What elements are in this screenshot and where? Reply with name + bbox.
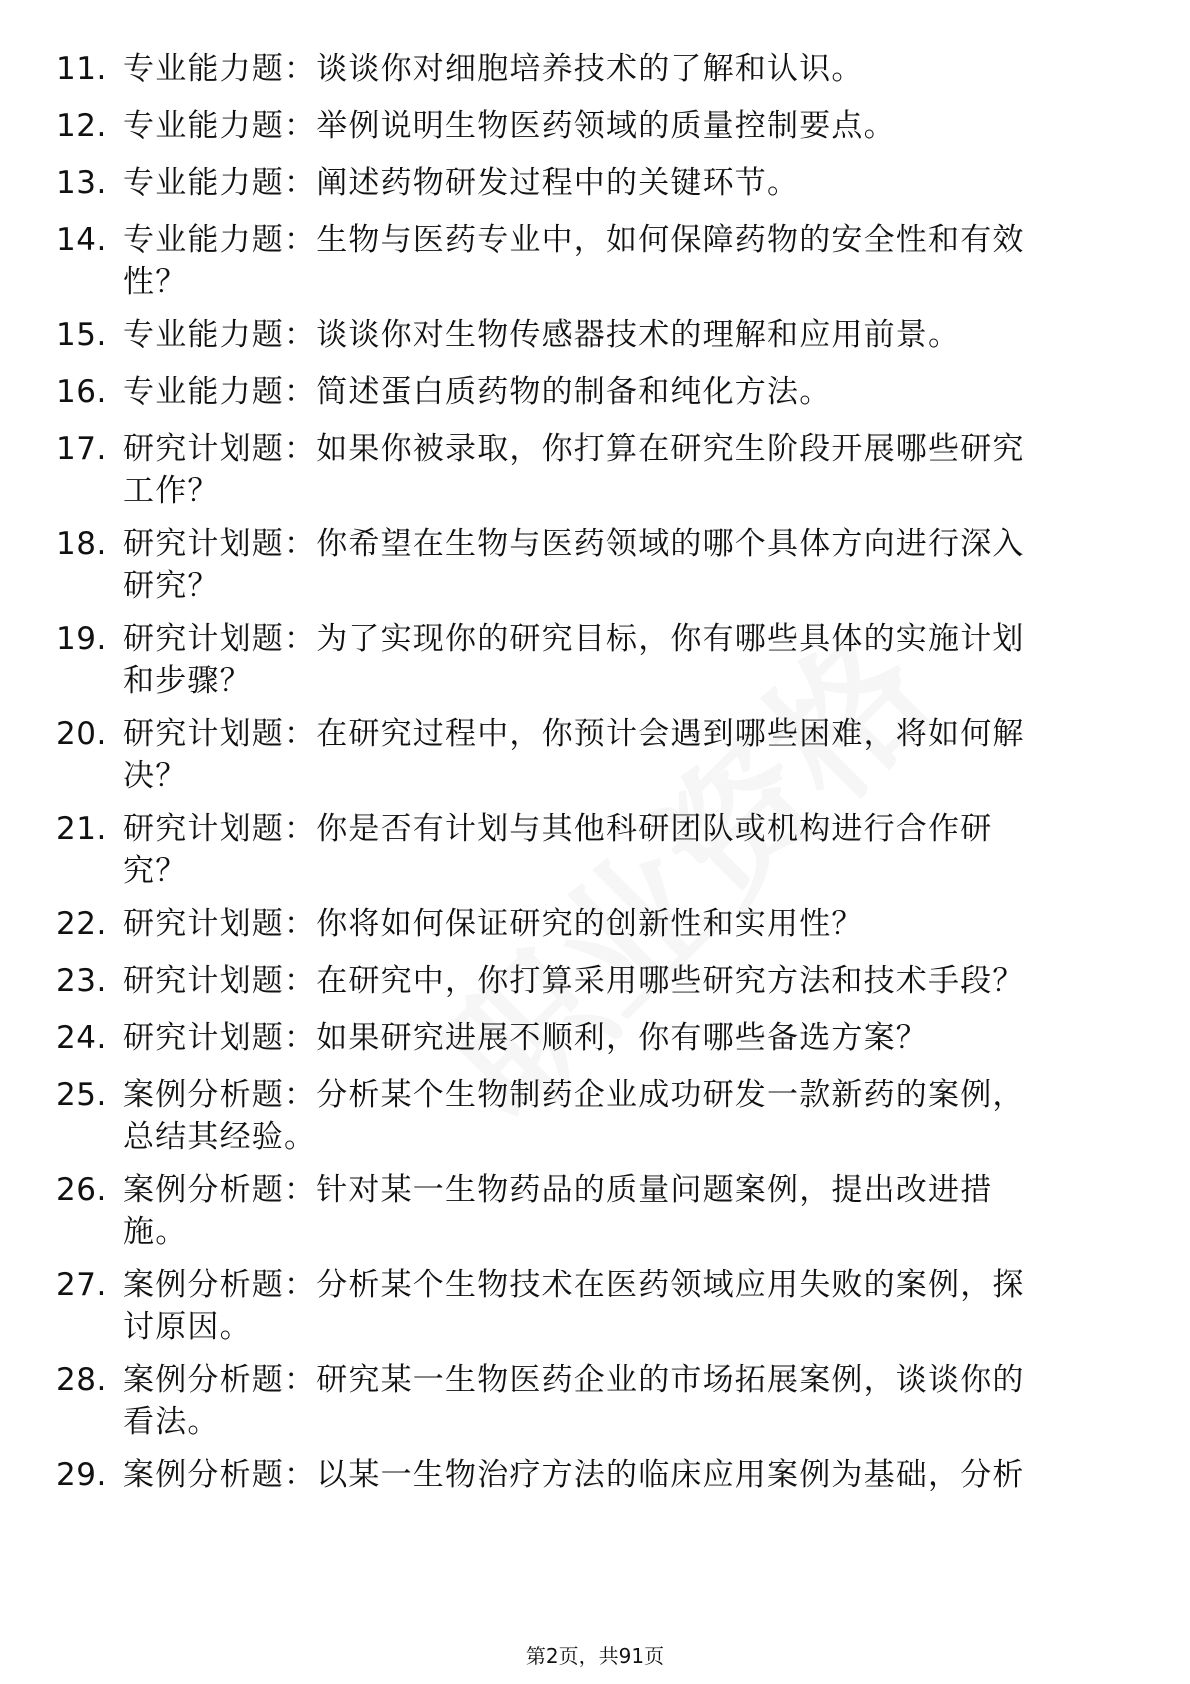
item-category: 研究计划题： (123, 963, 317, 999)
item-number: 24. (56, 1020, 107, 1056)
item-text (123, 960, 1113, 1002)
item-category: 案例分析题： (123, 1267, 317, 1303)
item-question: 谈谈你对细胞培养技术的了解和认识。 (316, 51, 864, 87)
item-category: 案例分析题： (123, 1172, 317, 1208)
item-question-cont: 和步骤？ (123, 663, 252, 699)
item-question: 你是否有计划与其他科研团队或机构进行合作研 (316, 811, 993, 847)
item-text (123, 105, 1113, 147)
item-category: 专业能力题： (123, 108, 317, 144)
item-question: 针对某一生物药品的质量问题案例，提出改进措 (316, 1172, 993, 1208)
item-text (123, 808, 1113, 892)
item-text (123, 48, 1113, 90)
item-category: 研究计划题： (123, 716, 317, 752)
item-question-cont: 施。 (123, 1214, 188, 1250)
item-number: 17. (56, 431, 107, 467)
item-number: 16. (56, 374, 107, 410)
item-text (123, 1264, 1113, 1348)
item-text (123, 314, 1113, 356)
item-number: 21. (56, 811, 107, 847)
item-question-cont: 决？ (123, 758, 188, 794)
item-text (123, 523, 1113, 607)
item-question: 你将如何保证研究的创新性和实用性？ (316, 906, 864, 942)
item-question: 分析某个生物技术在医药领域应用失败的案例，探 (316, 1267, 1025, 1303)
item-question: 分析某个生物制药企业成功研发一款新药的案例， (316, 1077, 1025, 1113)
item-text (123, 618, 1113, 702)
item-question-cont: 究？ (123, 853, 188, 889)
item-number: 12. (56, 108, 107, 144)
item-category: 专业能力题： (123, 165, 317, 201)
item-category: 研究计划题： (123, 1020, 317, 1056)
item-question: 以某一生物治疗方法的临床应用案例为基础，分析 (316, 1457, 1025, 1493)
item-number: 13. (56, 165, 107, 201)
item-number: 29. (56, 1457, 107, 1493)
page-footer: 第2页，共91页 (525, 1644, 665, 1668)
item-category: 研究计划题： (123, 906, 317, 942)
item-question: 你希望在生物与医药领域的哪个具体方向进行深入 (316, 526, 1025, 562)
item-text (123, 162, 1113, 204)
item-number: 25. (56, 1077, 107, 1113)
item-category: 研究计划题： (123, 811, 317, 847)
item-number: 11. (56, 51, 107, 87)
item-text (123, 371, 1113, 413)
item-question: 阐述药物研发过程中的关键环节。 (316, 165, 800, 201)
item-text (123, 1454, 1113, 1496)
item-text (123, 428, 1113, 512)
item-question-cont: 性？ (123, 264, 188, 300)
item-question: 生物与医药专业中，如何保障药物的安全性和有效 (316, 222, 1025, 258)
item-question: 如果研究进展不顺利，你有哪些备选方案？ (316, 1020, 929, 1056)
item-number: 14. (56, 222, 107, 258)
item-question: 在研究中，你打算采用哪些研究方法和技术手段？ (316, 963, 1025, 999)
item-question: 研究某一生物医药企业的市场拓展案例，谈谈你的 (316, 1362, 1025, 1398)
item-question: 在研究过程中，你预计会遇到哪些困难，将如何解 (316, 716, 1025, 752)
item-text (123, 1017, 1113, 1059)
item-category: 研究计划题： (123, 526, 317, 562)
item-question-cont: 看法。 (123, 1404, 220, 1440)
item-text (123, 219, 1113, 303)
item-category: 研究计划题： (123, 431, 317, 467)
item-question-cont: 讨原因。 (123, 1309, 252, 1345)
item-text (123, 1169, 1113, 1253)
item-question-cont: 总结其经验。 (123, 1119, 317, 1155)
item-number: 28. (56, 1362, 107, 1398)
item-number: 15. (56, 317, 107, 353)
item-question: 谈谈你对生物传感器技术的理解和应用前景。 (316, 317, 961, 353)
item-question-cont: 研究？ (123, 568, 220, 604)
item-text (123, 1074, 1113, 1158)
item-number: 23. (56, 963, 107, 999)
item-category: 案例分析题： (123, 1362, 317, 1398)
item-category: 研究计划题： (123, 621, 317, 657)
item-question: 如果你被录取，你打算在研究生阶段开展哪些研究 (316, 431, 1025, 467)
item-text (123, 903, 1113, 945)
item-question: 举例说明生物医药领域的质量控制要点。 (316, 108, 896, 144)
item-number: 19. (56, 621, 107, 657)
item-question: 简述蛋白质药物的制备和纯化方法。 (316, 374, 832, 410)
item-category: 专业能力题： (123, 51, 317, 87)
item-number: 20. (56, 716, 107, 752)
item-number: 18. (56, 526, 107, 562)
item-category: 专业能力题： (123, 317, 317, 353)
item-question-cont: 工作？ (123, 473, 220, 509)
item-number: 22. (56, 906, 107, 942)
item-category: 专业能力题： (123, 222, 317, 258)
item-question: 为了实现你的研究目标，你有哪些具体的实施计划 (316, 621, 1025, 657)
item-text (123, 1359, 1113, 1443)
item-category: 案例分析题： (123, 1457, 317, 1493)
item-number: 27. (56, 1267, 107, 1303)
item-text (123, 713, 1113, 797)
item-number: 26. (56, 1172, 107, 1208)
item-category: 案例分析题： (123, 1077, 317, 1113)
item-category: 专业能力题： (123, 374, 317, 410)
